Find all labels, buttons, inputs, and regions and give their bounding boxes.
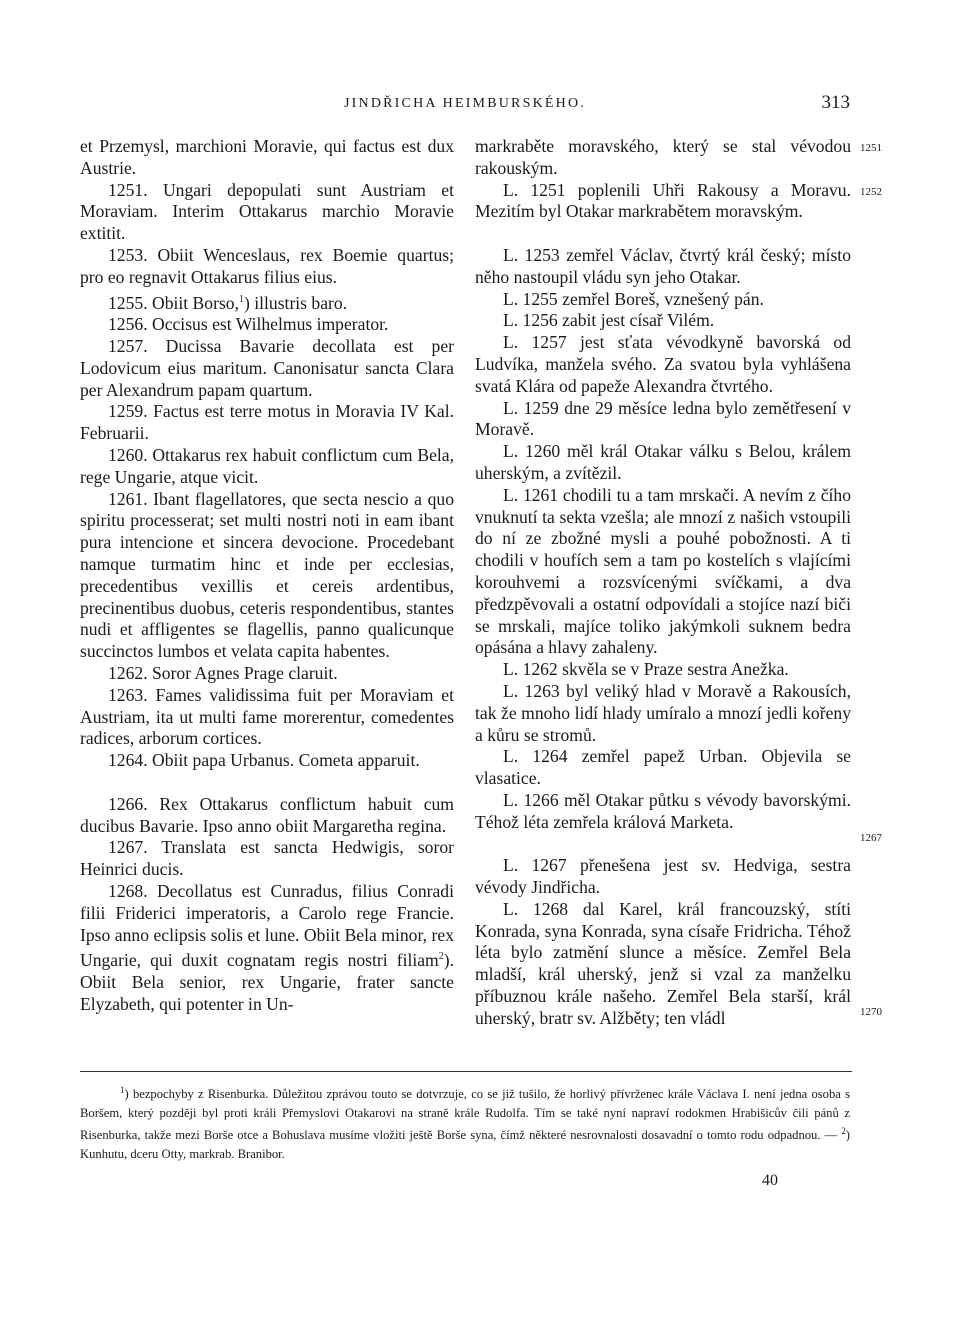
latin-paragraph: et Przemysl, marchioni Moravie, qui factus est dux Austrie. [80, 136, 454, 178]
latin-paragraph: 1263. Fames validissima fuit per Moraviam et Austriam, ita ut multi fame morerentur, comedentes radices, arborum cortices. [80, 684, 454, 749]
latin-paragraph: 1267. Translata est sancta Hedwigis, soror Heinrici ducis. [80, 837, 454, 880]
czech-paragraph: L. 1251 poplenili Uhři Rakousy a Moravu. Mezitím byl Otakar markrabětem moravským. [475, 179, 851, 222]
latin-paragraph: 1260. Ottakarus rex habuit conflictum cum Bela, rege Ungarie, atque vicit. [80, 445, 454, 487]
czech-paragraph: L. 1255 zemřel Boreš, vznešený pán. [503, 288, 764, 309]
footnote-divider [80, 1071, 852, 1072]
czech-paragraph: L. 1266 měl Otakar půtku s vévody bavorskými. Téhož léta zemřela králová Marketa. [475, 789, 851, 832]
latin-paragraph: 1261. Ibant flagellatores, que secta nescio a quo spiritu processerat; set multi nostri noti in eam ibant pura intencione et sincera devocione. Procedebant namque turmatim hinc et inde per ecclesias, precedentibus vexillis et cereis ardentibus, precinentibus duobus, ceteris respondentibus, stantes nudi et affligentes se flagellis, panno qualicunque succinctos lumbos et velata capita habentes. [80, 488, 454, 662]
czech-paragraph: L. 1257 jest sťata vévodkyně bavorská od Ludvíka, manžela svého. Za svatou byla vyhlášena svatá Klára od papeže Alexandra čtvrtého. [475, 332, 851, 396]
margin-year: 1251 [860, 142, 882, 154]
footnote-1: bezpochyby z Risenburka. Důležitou zprávou touto se dotvrzuje, co se již tušilo, že horlivý přívrženec krále Václava I. není jedna osoba s Boršem, který později byl proti králi Přemyslovi Otakarovi na straně krále Rudolfa. Tím se také nyní napraví rodokmen Hrabišicův čili pánů z Risenburka, takže mezi Borše otce a Bohuslava musíme vložiti ještě Borše syna, čímž některé nesrovnalosti dosavadní o tomto rodu odpadnou. — [80, 1087, 850, 1143]
latin-paragraph: 1266. Rex Ottakarus conflictum habuit cum ducibus Bavarie. Ipso anno obiit Margaretha regina. [80, 793, 454, 836]
latin-text: 1268. Decollatus est Cunradus, filius Conradi filii Friderici imperatoris, a Carolo rege Francie. Ipso anno eclipsis solis et lune. Obiit Bela minor, rex Ungarie, qui duxit cognatam regis nostri filiam [80, 880, 454, 971]
czech-paragraph: L. 1262 skvěla se v Praze sestra Anežka. [503, 659, 789, 680]
latin-paragraph [80, 289, 454, 315]
czech-paragraph: L. 1260 měl král Otakar válku s Belou, králem uherským, a zvítězil. [475, 441, 851, 483]
footnote-ref: 1 [238, 293, 244, 305]
footnote-mark: 2 [841, 1126, 846, 1137]
czech-paragraph: L. 1253 zemřel Václav, čtvrtý král český; místo něho nastoupil vládu syn jeho Otakar. [475, 244, 851, 287]
latin-paragraph: 1264. Obiit papa Urbanus. Cometa apparuit. [108, 750, 420, 771]
margin-year: 1270 [860, 1006, 882, 1018]
czech-paragraph: markraběte moravského, který se stal vévodou rakouským. [475, 136, 851, 178]
czech-paragraph: L. 1256 zabit jest císař Vilém. [503, 310, 715, 331]
latin-paragraph: 1256. Occisus est Wilhelmus imperator. [108, 314, 389, 335]
czech-paragraph: L. 1261 chodili tu a tam mrskači. A nevím z čího vnuknutí ta sekta vzešla; ale mnozí z našich vstoupili do ní ze zbožné mysli a pouhé pobožnosti. A ti chodili v houfích sem a tam po kostelích s vlajícími korouhvemi a rozsvícenými svíčkami, a dva předzpěvovali a ostatní odpovídali a stojíce nazí biči se mrskali, majíce toliko jakýmkoli suknem bedra opásána a hlavy zahaleny. [475, 484, 851, 658]
footnote-mark: 1 [120, 1085, 125, 1095]
czech-paragraph: L. 1267 přenešena jest sv. Hedviga, sestra vévody Jindřicha. [475, 855, 851, 898]
latin-paragraph [80, 881, 454, 1016]
page-number: 313 [821, 92, 850, 113]
latin-column [80, 136, 454, 1016]
footnote-ref: 2 [438, 951, 444, 963]
latin-paragraph: 1251. Ungari depopulati sunt Austriam et Moraviam. Interim Ottakarus marchio Moravie extitit. [80, 179, 454, 244]
latin-paragraph: 1253. Obiit Wenceslaus, rex Boemie quartus; pro eo regnavit Ottakarus filius eius. [80, 244, 454, 287]
latin-text: 1255. Obiit Borso, [108, 292, 239, 313]
czech-column [475, 136, 851, 1030]
signature-mark: 40 [762, 1172, 778, 1189]
footnotes [80, 1081, 850, 1164]
latin-paragraph: 1262. Soror Agnes Prage claruit. [108, 662, 338, 683]
latin-paragraph: 1257. Ducissa Bavarie decollata est per Lodovicum eius maritum. Canonisatur sancta Clara per Alexandrum papam quartum. [80, 336, 454, 400]
latin-text: ). Obiit Bela senior, rex Ungarie, frater sancte Elyzabeth, qui potenter in Un- [80, 950, 454, 1014]
footnote-text: $^1$) bezpochyby z Risenburka. Důležitou zprávou touto se dotvrzuje, co se již tušilo, že horlivý přívrženec krále Václava I. není jedna osoba s Boršem, který později byl proti králi Přemyslovi Otakarovi na straně krále Rudolfa. Tím se také nyní napraví rodokmen Hrabišicův čili pánů z Risenburka, takže mezi Borše otce a Bohuslava musíme vložiti ještě Borše syna, čímž některé nesrovnalosti dosavadní o tomto rodu odpadnou. — $^2$) Kunhutu, dceru Otty, markrab. Branibor. [80, 1085, 850, 1162]
czech-paragraph: L. 1264 zemřel papež Urban. Objevila se vlasatice. [475, 746, 851, 789]
czech-paragraph: L. 1263 byl veliký hlad v Moravě a Rakousích, tak že mnoho lidí hlady umíralo a mnozí jedli kořeny a kůru se stromů. [475, 680, 851, 745]
latin-paragraph: 1259. Factus est terre motus in Moravia IV Kal. Februarii. [80, 401, 454, 444]
czech-paragraph: L. 1268 dal Karel, král francouzský, stíti Konrada, syna Konrada, syna císaře Fridricha. Téhož léta bylo zatmění slunce a měsíce. Zemřel Bela mladší, král uherský, jenž si vzal za manželku příbuznou krále našeho. Zemřel Bela starší, král uherský, bratr sv. Alžběty; ten vládl [475, 898, 851, 1028]
footnote-2: Kunhutu, dceru Otty, markrab. Branibor. [80, 1147, 285, 1162]
page-header [80, 92, 850, 118]
margin-year: 1267 [860, 832, 882, 844]
margin-year: 1252 [860, 186, 882, 198]
czech-paragraph: L. 1259 dne 29 měsíce ledna bylo zemětřesení v Moravě. [475, 397, 851, 440]
latin-text: ) illustris baro. [243, 292, 348, 313]
running-title: JINDŘICHA HEIMBURSKÉHO. [344, 96, 586, 111]
